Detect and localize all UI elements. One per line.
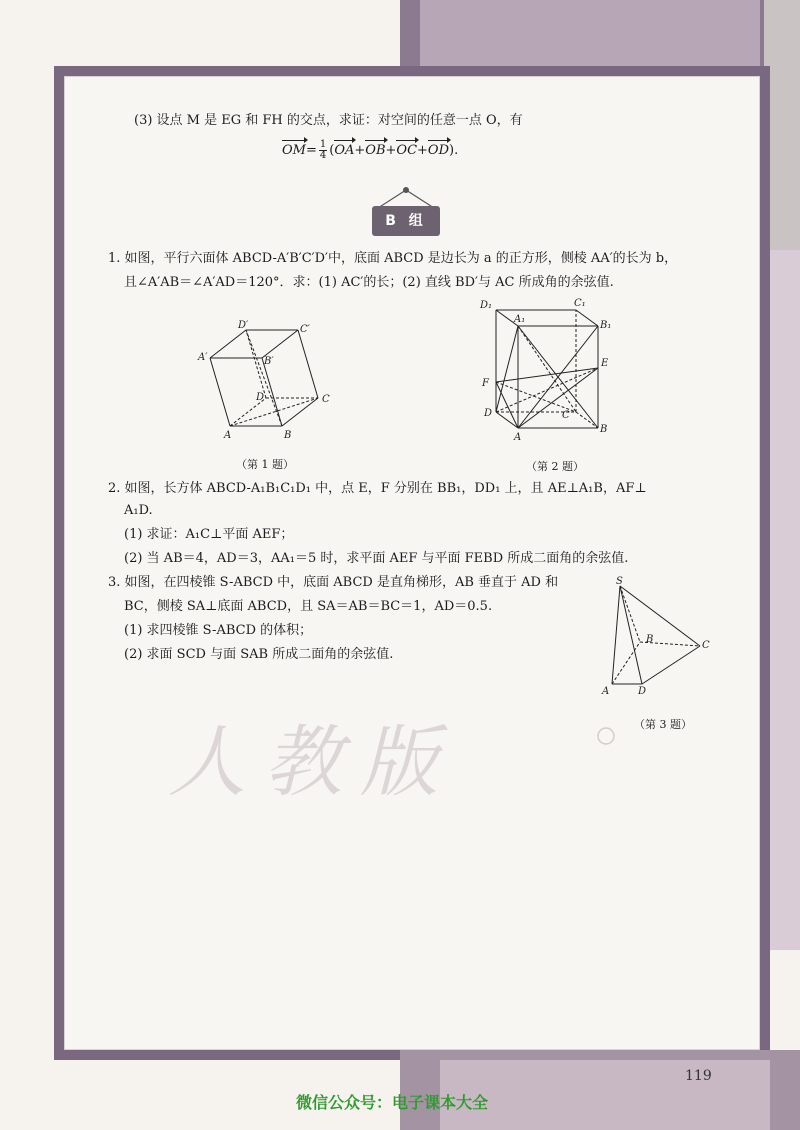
fig1-label-d: D — [256, 392, 265, 403]
fig2-label-d1: D₁ — [480, 300, 493, 311]
problem-a3-line1: (3) 设点 M 是 EG 和 FH 的交点，求证：对空间的任意一点 O，有 — [134, 113, 523, 128]
vector-oa: OA — [334, 143, 355, 158]
problem3-sub2: (2) 求面 SCD 与面 SAB 所成二面角的余弦值. — [124, 647, 394, 662]
plus-sign: + — [417, 143, 428, 158]
fig1-label-ap: A′ — [198, 352, 208, 363]
figure-3-pyramid — [596, 576, 716, 698]
fig3-label-s: S — [616, 576, 623, 587]
fig2-label-b1: B₁ — [600, 320, 612, 331]
figure-2-caption: （第 2 题） — [526, 460, 584, 473]
fig2-label-a1: A₁ — [514, 314, 526, 325]
fig3-label-b: B — [646, 634, 654, 645]
fig2-label-b: B — [600, 424, 608, 435]
fig2-label-c: C — [562, 410, 570, 421]
fraction-numerator: 1 — [319, 139, 327, 150]
close-paren: ). — [449, 143, 459, 158]
footer-credit: 微信公众号：电子课本大全 — [296, 1093, 489, 1112]
problem2-line1: 2. 如图，长方体 ABCD-A₁B₁C₁D₁ 中，点 E，F 分别在 BB₁，DD₁ 上，且 AE⊥A₁B，AF⊥ — [108, 481, 647, 496]
top-light-block — [420, 0, 760, 70]
problem3-line1: 3. 如图，在四棱锥 S-ABCD 中，底面 ABCD 是直角梯形，AB 垂直于 AD 和 — [108, 575, 559, 590]
open-paren: ( — [329, 143, 335, 158]
fig2-label-e: E — [601, 358, 609, 369]
vector-oc: OC — [396, 143, 418, 158]
watermark: 人教版 — [168, 718, 457, 808]
figure-2-cuboid — [478, 296, 618, 446]
fig1-label-bp: B′ — [264, 356, 274, 367]
fig1-label-cp: C′ — [300, 324, 310, 335]
problem-a3-formula — [282, 140, 458, 161]
fraction-denominator: 4 — [319, 150, 327, 161]
vector-od: OD — [427, 143, 450, 158]
problem2-line2: A₁D. — [124, 503, 153, 518]
plus-sign: + — [385, 143, 397, 158]
fig1-label-c: C — [322, 394, 330, 405]
fig3-label-a: A — [602, 686, 610, 697]
vector-ob: OB — [365, 143, 386, 158]
fig3-label-d: D — [638, 686, 647, 697]
fig2-label-c1: C₁ — [574, 298, 586, 309]
page-number: 119 — [685, 1068, 712, 1084]
problem1-line1: 1. 如图，平行六面体 ABCD-A′B′C′D′中，底面 ABCD 是边长为 a 的正方形，侧棱 AA′的长为 b， — [108, 251, 678, 266]
figure-1-caption: （第 1 题） — [236, 458, 294, 471]
figure-3-caption: （第 3 题） — [634, 718, 692, 731]
fig2-label-f: F — [482, 378, 489, 389]
section-label: B 组 — [372, 206, 440, 236]
plus-sign: + — [354, 143, 366, 158]
problem1-line2: 且∠A′AB＝∠A′AD＝120°．求：(1) AC′的长；(2) 直线 BD′与 AC 所成角的余弦值. — [124, 275, 614, 290]
problem2-sub1: (1) 求证：A₁C⊥平面 AEF； — [124, 527, 294, 542]
problem2-sub2: (2) 当 AB＝4，AD＝3，AA₁＝5 时，求平面 AEF 与平面 FEBD 所成二面角的余弦值. — [124, 551, 629, 566]
registered-mark-icon — [596, 726, 616, 746]
fig2-label-a: A — [514, 432, 522, 443]
problem3-line2: BC，侧棱 SA⊥底面 ABCD，且 SA＝AB＝BC＝1，AD＝0.5. — [124, 599, 493, 614]
figure-1-parallelepiped — [190, 318, 340, 448]
fig2-label-d: D — [484, 408, 493, 419]
problem3-sub1: (1) 求四棱锥 S-ABCD 的体积； — [124, 623, 313, 638]
fraction — [319, 140, 327, 161]
fig1-label-dp: D′ — [238, 320, 249, 331]
vector-om: OM — [282, 143, 306, 158]
fig3-label-c: C — [702, 640, 710, 651]
fig1-label-b: B — [284, 430, 292, 441]
equals-sign: = — [305, 143, 317, 158]
fig1-label-a: A — [224, 430, 232, 441]
bottom-light-block — [440, 1060, 770, 1130]
section-sign — [372, 186, 440, 236]
